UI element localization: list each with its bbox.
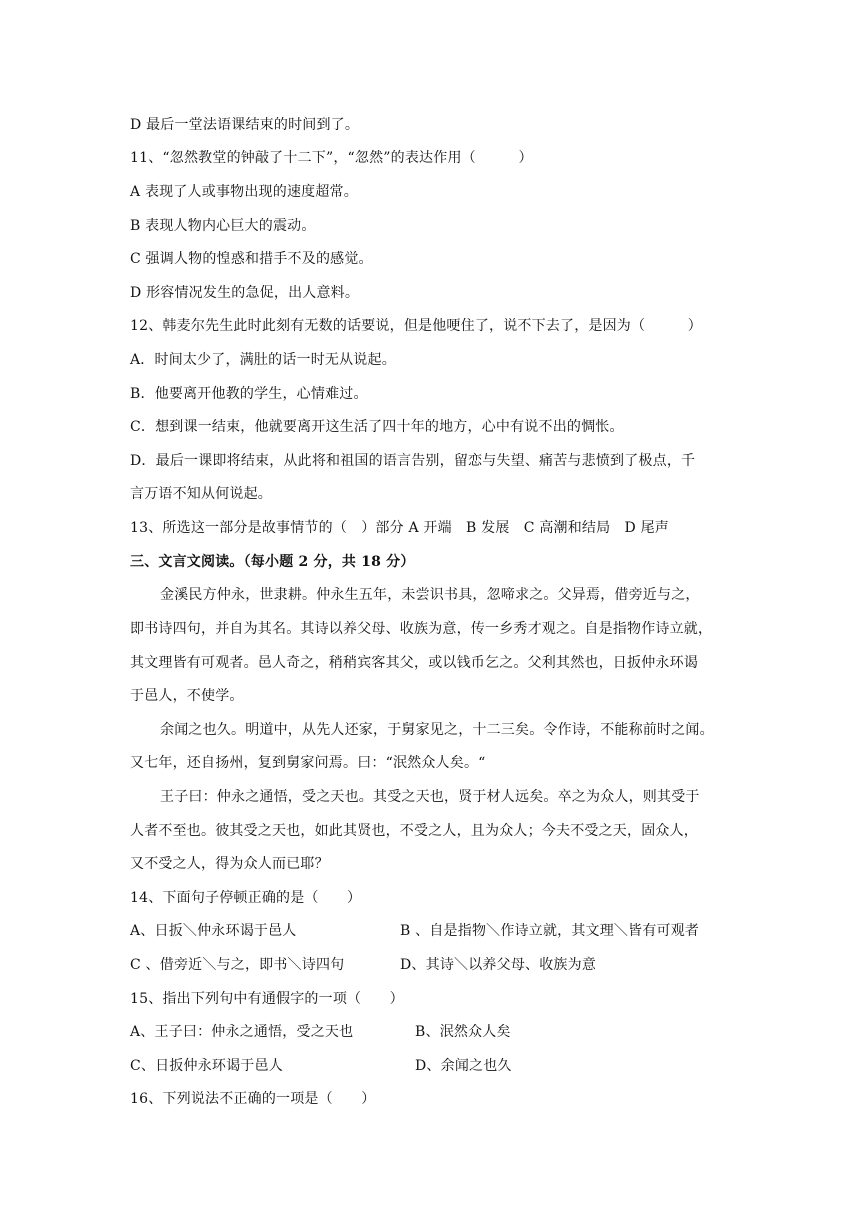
question-11-option-c: C 强调人物的惶惑和措手不及的感觉。 <box>130 251 373 267</box>
question-12-option-d-line-1: D．最后一课即将结束，从此将和祖国的语言告别，留恋与失望、痛苦与悲愤到了极点，千 <box>130 453 696 469</box>
passage-p1-line-4: 于邑人，不使学。 <box>130 688 244 704</box>
question-15-option-a: A、王子曰：仲永之通悟，受之天也 <box>130 1024 354 1040</box>
passage-p3-line-1: 王子曰：仲永之通悟，受之天也。其受之天也，贤于材人远矣。卒之为众人，则其受于 <box>160 789 700 805</box>
passage-p2-line-2: 又七年，还自扬州，复到舅家问焉。曰：“泯然众人矣。“ <box>130 755 486 771</box>
question-11-option-a: A 表现了人或事物出现的速度超常。 <box>130 184 358 200</box>
question-15-option-d: D、余闻之也久 <box>415 1058 512 1074</box>
question-14-option-d: D、其诗＼以养父母、收族为意 <box>400 957 597 973</box>
question-11-option-d: D 形容情况发生的急促，出人意料。 <box>130 285 360 301</box>
question-12-option-c: C．想到课一结束，他就要离开这生活了四十年的地方，心中有说不出的惆怅。 <box>130 419 624 435</box>
passage-p2-line-1: 余闻之也久。明道中，从先人还家，于舅家见之，十二三矣。令作诗，不能称前时之闻。 <box>160 722 714 738</box>
question-14-option-a: A、日扳＼仲永环谒于邑人 <box>130 923 297 939</box>
passage-p1-line-2: 即书诗四句，并自为其名。其诗以养父母、收族为意，传一乡秀才观之。自是指物作诗立就， <box>130 621 713 637</box>
question-11: 11、“忽然教堂的钟敲了十二下”，“忽然”的表达作用（ ） <box>130 150 533 166</box>
question-14-option-b: B 、自是指物＼作诗立就，其文理＼皆有可观者 <box>400 923 700 939</box>
question-11-option-b: B 表现人物内心巨大的震动。 <box>130 218 316 234</box>
question-10-option-d: D 最后一堂法语课结束的时间到了。 <box>130 117 360 133</box>
question-15-option-b: B、泯然众人矣 <box>415 1024 511 1040</box>
question-12-option-b: B．他要离开他教的学生，心情难过。 <box>130 386 368 402</box>
question-12-option-a: A．时间太少了，满肚的话一时无从说起。 <box>130 352 396 368</box>
passage-p3-line-2: 人者不至也。彼其受之天也，如此其贤也，不受之人，且为众人；今夫不受之天，固众人， <box>130 823 698 839</box>
question-14: 14、下面句子停顿正确的是（ ） <box>130 890 362 906</box>
passage-p1-line-3: 其文理皆有可观者。邑人奇之，稍稍宾客其父，或以钱币乞之。父利其然也，日扳仲永环谒 <box>130 655 698 671</box>
question-12-option-d-line-2: 言万语不知从何说起。 <box>130 486 272 502</box>
passage-p1-line-1: 金溪民方仲永，世隶耕。仲永生五年，未尝识书具，忽啼求之。父异焉，借旁近与之， <box>160 587 700 603</box>
question-13: 13、所选这一部分是故事情节的（ ）部分 A 开端 B 发展 C 高潮和结局 D 尾声 <box>130 520 669 536</box>
question-15-option-c: C、日扳仲永环谒于邑人 <box>130 1058 283 1074</box>
question-12: 12、韩麦尔先生此时此刻有无数的话要说，但是他哽住了，说不下去了，是因为（ ） <box>130 318 703 334</box>
passage-p3-line-3: 又不受之人，得为众人而已耶？ <box>130 856 329 872</box>
section-3-heading: 三、文言文阅读。（每小题 2 分，共 18 分） <box>130 554 415 570</box>
question-15: 15、指出下列句中有通假字的一项（ ） <box>130 991 404 1007</box>
question-16: 16、下列说法不正确的一项是（ ） <box>130 1091 376 1107</box>
question-14-option-c: C 、借旁近＼与之，即书＼诗四句 <box>130 957 345 973</box>
